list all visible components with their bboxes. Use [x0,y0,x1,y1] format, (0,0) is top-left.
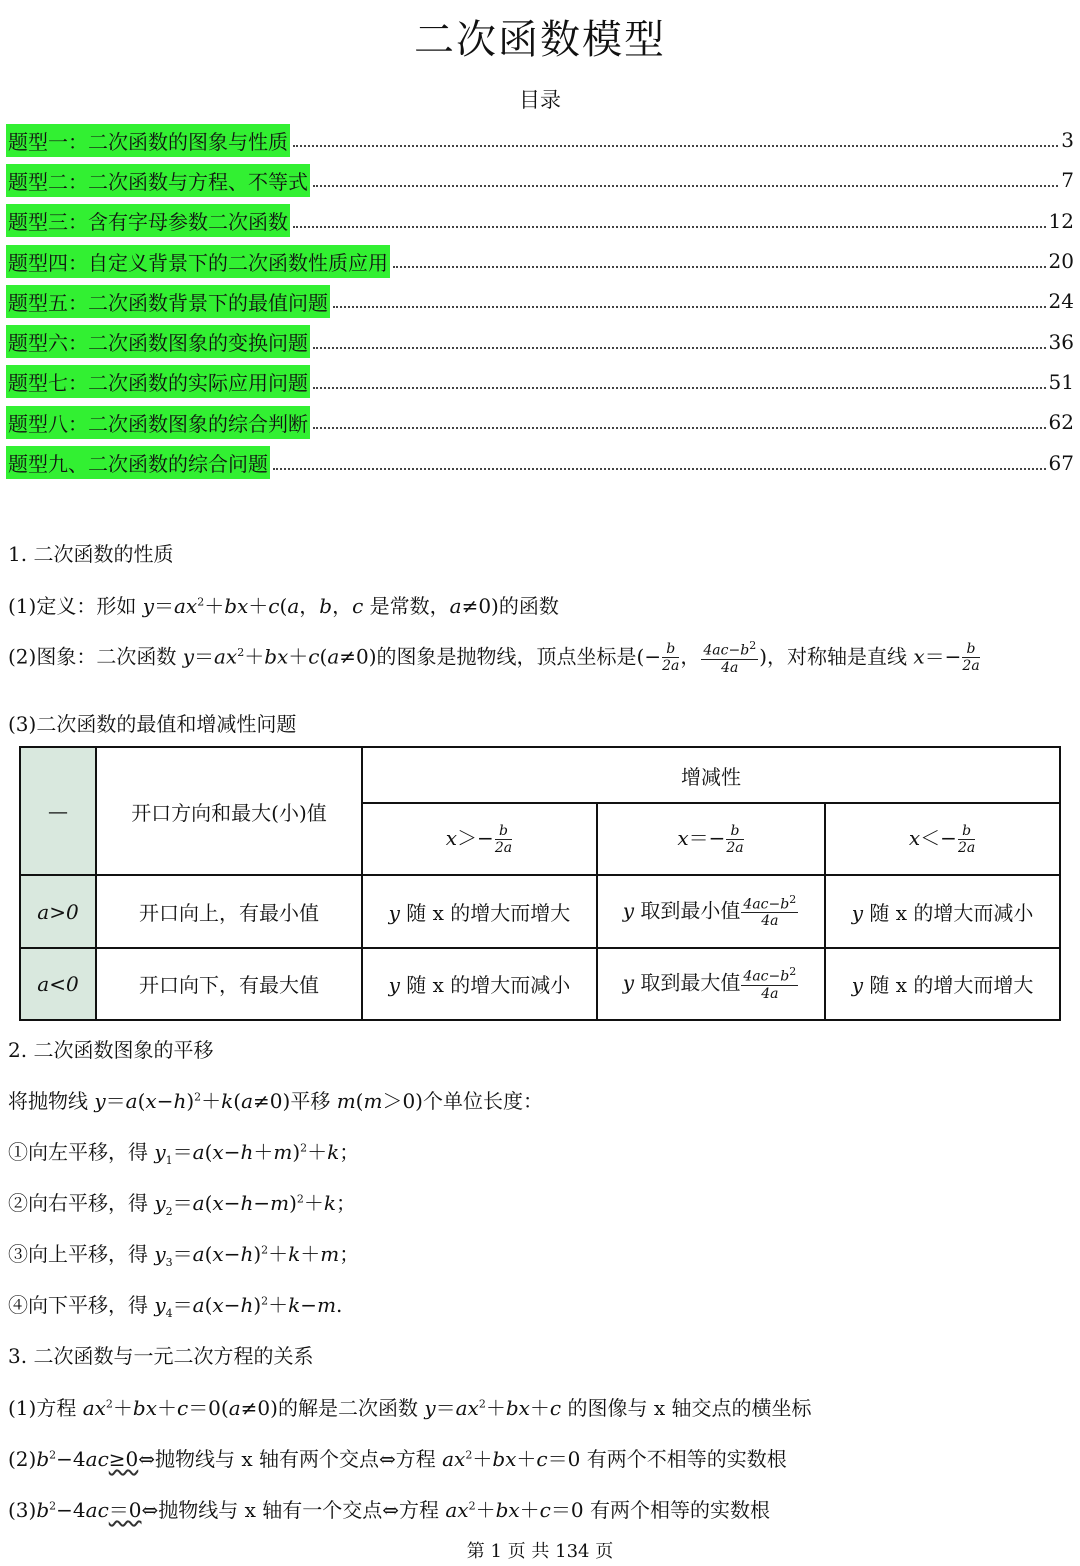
toc-heading: 目录 [519,88,561,112]
translate-left: ①向左平移，得 $y_1=a(x-h+m)^2+k$； [8,1140,360,1167]
toc-entry[interactable] [6,362,1074,402]
row-opening: 开口向下，有最大值 [96,948,362,1020]
toc-entry[interactable] [6,120,1074,160]
row-vertex-value: y 取到最大值 $\frac{4ac-b^2}{4a}$ [597,948,825,1020]
toc-leader [313,387,1046,389]
toc-leader [313,427,1046,429]
row-vertex-value: y 取到最小值 $\frac{4ac-b^2}{4a}$ [597,875,825,947]
toc-leader [293,226,1046,228]
row-left-trend: y 随 x 的增大而减小 [362,948,597,1020]
toc-entry[interactable] [6,160,1074,200]
equation-relation-2: $(2)b^2-4ac\ge 0\Leftrightarrow$抛物线与 x 轴有两个交点⇔方程 $ax^2+bx+c=0$ 有两个不相等的实数根 [8,1447,787,1471]
toc-entry-label: 题型四：自定义背景下的二次函数性质应用 [6,245,390,278]
translate-right: ②向右平移，得 $y_2=a(x-h-m)^2+k$； [8,1191,357,1218]
toc-entry-label: 题型五：二次函数背景下的最值问题 [6,285,330,318]
toc-entry-label: 题型八：二次函数图象的综合判断 [6,406,310,439]
toc-entry-label: 题型三：含有字母参数二次函数 [6,204,290,237]
toc-entry[interactable] [6,201,1074,241]
table-row [20,948,1060,1020]
toc-entry-page: 12 [1048,208,1074,233]
graph-line: (2)图象：二次函数 $y=ax^2+bx+c(a\ne 0)$的图象是抛物线，顶点坐标是(− $\frac{b}{2a}$ ， $\frac{4ac-b^2}{4a}$ )，对称轴是直线 x＝− $\frac{b}{2a}$ [8,639,980,676]
equation-relation-3: $(3)b^2-4ac=0\Leftrightarrow$抛物线与 x 轴有一个交点⇔方程 $ax^2+bx+c=0$ 有两个相等的实数根 [8,1498,770,1522]
toc-entry[interactable] [6,402,1074,442]
condition-x-less: x＜− $\frac{b}{2a}$ [825,803,1060,875]
equation-relation-1: (1)方程 $ax^2+bx+c=0(a\ne 0)$的解是二次函数 $y=ax^2+bx+c$ 的图像与 x 轴交点的横坐标 [8,1396,812,1420]
toc-entry-label: 题型七：二次函数的实际应用问题 [6,365,310,398]
translate-up: ③向上平移，得 $y_3=a(x-h)^2+k+m$； [8,1242,360,1269]
toc-entry-label: 题型二：二次函数与方程、不等式 [6,164,310,197]
row-right-trend: y 随 x 的增大而减小 [825,875,1060,947]
table-corner: — [20,747,96,875]
toc-leader [293,145,1058,147]
toc-entry-label: 题型一：二次函数的图象与性质 [6,124,290,157]
extreme-heading: (3)二次函数的最值和增减性问题 [8,712,297,736]
row-condition: a<0 [20,948,96,1020]
row-condition: a>0 [20,875,96,947]
toc-entry-page: 3 [1061,128,1074,153]
translation-intro: 将抛物线 $y=a(x-h)^2+k(a\ne 0)$平移 m(m＞0)个单位长度： [8,1089,543,1113]
toc-entry-label: 题型六：二次函数图象的变换问题 [6,325,310,358]
table-row [20,875,1060,947]
toc-entry-page: 24 [1048,289,1074,314]
condition-x-equal: x＝− $\frac{b}{2a}$ [597,803,825,875]
monotonicity-table [19,746,1061,1021]
opening-header: 开口方向和最大(小)值 [96,747,362,875]
toc-leader [313,347,1046,349]
row-right-trend: y 随 x 的增大而增大 [825,948,1060,1020]
translate-down: ④向下平移，得 $y_4=a(x-h)^2+k-m$. [8,1293,343,1320]
condition-x-greater: x＞− $\frac{b}{2a}$ [362,803,597,875]
toc-leader [393,266,1046,268]
section-3-heading: 3. 二次函数与一元二次方程的关系 [8,1344,314,1368]
toc-leader [313,185,1058,187]
row-opening: 开口向上，有最小值 [96,875,362,947]
toc-entry-page: 51 [1048,369,1074,394]
toc-entry[interactable] [6,321,1074,361]
section-1-heading: 1. 二次函数的性质 [8,542,174,566]
document-title: 二次函数模型 [414,17,666,63]
section-2-heading: 2. 二次函数图象的平移 [8,1038,214,1062]
toc-entry-page: 67 [1048,450,1074,475]
toc-leader [333,306,1046,308]
page-footer: 第 1 页 共 134 页 [466,1541,614,1562]
definition-line: (1)定义：形如 $y=ax^2+bx+c(a$，b，c 是常数，a≠0)的函数 [8,594,559,618]
toc-entry[interactable] [6,442,1074,482]
table-of-contents [6,120,1074,483]
toc-entry-page: 36 [1048,329,1074,354]
toc-entry-page: 62 [1048,410,1074,435]
toc-entry-page: 7 [1061,168,1074,193]
toc-leader [273,468,1046,470]
monotonicity-header: 增减性 [362,747,1060,803]
toc-entry[interactable] [6,281,1074,321]
toc-entry-label: 题型九、二次函数的综合问题 [6,446,270,479]
row-left-trend: y 随 x 的增大而增大 [362,875,597,947]
toc-entry-page: 20 [1048,249,1074,274]
toc-entry[interactable] [6,241,1074,281]
